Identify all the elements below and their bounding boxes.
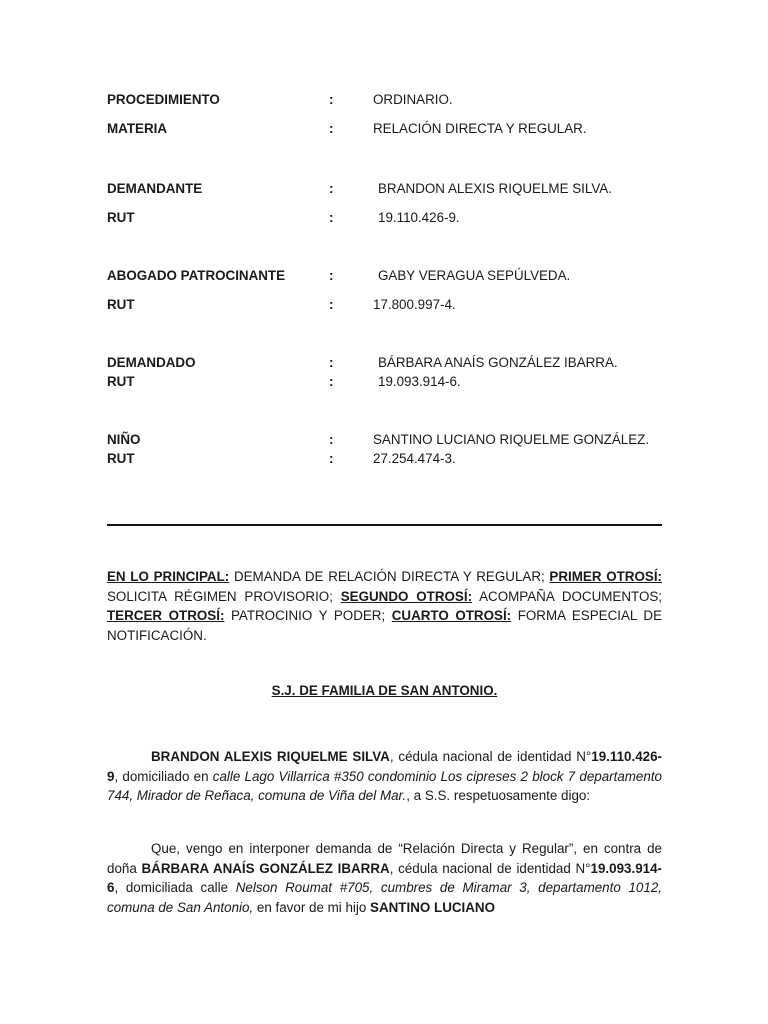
header-row-rut-demandado (107, 373, 667, 391)
header-label: DEMANDANTE (107, 181, 203, 196)
header-row-rut-demandante (107, 209, 667, 227)
header-label: DEMANDADO (107, 355, 196, 370)
para-text: en favor de mi hijo (253, 899, 371, 915)
summary-keyword: CUARTO OTROSÍ: (391, 608, 512, 623)
header-colon: : (329, 121, 334, 136)
defendant-name: BÁRBARA ANAÍS GONZÁLEZ IBARRA (141, 860, 390, 876)
header-label: PROCEDIMIENTO (107, 92, 220, 107)
header-colon: : (329, 355, 334, 370)
header-value: SANTINO LUCIANO RIQUELME GONZÁLEZ. (373, 432, 650, 447)
header-value: 17.800.997-4. (373, 297, 456, 312)
header-label: NIÑO (107, 432, 141, 447)
header-colon: : (329, 181, 334, 196)
summary-text: PATROCINIO Y PODER; (224, 608, 392, 623)
header-row-rut-nino (107, 450, 667, 468)
header-label: RUT (107, 297, 135, 312)
defendant-address: Nelson Roumat #705, cumbres de Miramar 3, departamento 1012, comuna de San Antonio, (107, 880, 662, 915)
body-paragraph-1 (107, 747, 662, 806)
child-name: SANTINO LUCIANO (370, 899, 496, 915)
header-value: ORDINARIO. (373, 92, 453, 107)
header-colon: : (329, 451, 334, 466)
section-divider (107, 524, 662, 526)
para-text: , cédula nacional de identidad N° (389, 749, 592, 764)
header-colon: : (329, 210, 334, 225)
header-colon: : (329, 374, 334, 389)
court-name: S.J. DE FAMILIA DE SAN ANTONIO. (271, 683, 498, 698)
header-label: RUT (107, 210, 135, 225)
header-row-demandado (107, 354, 667, 372)
header-value: GABY VERAGUA SEPÚLVEDA. (378, 268, 571, 283)
header-value: BRANDON ALEXIS RIQUELME SILVA. (378, 181, 612, 196)
header-row-abogado (107, 267, 667, 285)
header-value: BÁRBARA ANAÍS GONZÁLEZ IBARRA. (378, 355, 618, 370)
header-label: RUT (107, 374, 135, 389)
header-label: MATERIA (107, 121, 168, 136)
plaintiff-name: BRANDON ALEXIS RIQUELME SILVA (151, 749, 390, 764)
header-row-rut-abogado (107, 296, 667, 314)
header-colon: : (329, 268, 334, 283)
header-value: 19.110.426-9. (378, 210, 460, 225)
para-text: , domiciliado en (114, 768, 213, 784)
summary-keyword: EN LO PRINCIPAL: (107, 569, 230, 584)
header-row-nino (107, 431, 667, 449)
defendant-rut: 19.093.914-6 (107, 860, 663, 895)
summary-keyword: TERCER OTROSÍ: (107, 608, 225, 623)
para-text: , a S.S. respetuosamente digo: (406, 788, 591, 803)
summary-text: DEMANDA DE RELACIÓN DIRECTA Y REGULAR; (229, 569, 550, 584)
plaintiff-address: calle Lago Villarrica #350 condominio Los cipreses 2 block 7 departamento 744, Mirador de Reñaca, comuna de Viña del Mar. (107, 768, 662, 803)
summary-text: FORMA ESPECIAL DE NOTIFICACIÓN. (107, 608, 663, 643)
header-colon: : (329, 92, 334, 107)
summary-text: SOLICITA RÉGIMEN PROVISORIO; (107, 588, 341, 604)
plaintiff-rut: 19.110.426-9 (107, 749, 662, 784)
para-text: , cédula nacional de identidad N° (389, 860, 591, 876)
para-text: , domiciliada calle (114, 880, 236, 895)
header-row-procedimiento (107, 91, 667, 109)
header-value: 19.093.914-6. (378, 374, 461, 389)
header-label: RUT (107, 451, 135, 466)
petition-summary (107, 567, 662, 645)
summary-text: ACOMPAÑA DOCUMENTOS; (472, 588, 663, 604)
summary-keyword: PRIMER OTROSÍ: (549, 569, 662, 584)
body-paragraph-2 (107, 839, 662, 917)
header-colon: : (329, 297, 334, 312)
summary-keyword: SEGUNDO OTROSÍ: (340, 588, 473, 604)
para-text: Que, vengo en interponer demanda de “Relación Directa y Regular”, en contra de doña (107, 841, 662, 876)
header-label: ABOGADO PATROCINANTE (107, 268, 286, 283)
header-value: RELACIÓN DIRECTA Y REGULAR. (373, 121, 587, 136)
header-colon: : (329, 432, 334, 447)
header-value: 27.254.474-3. (373, 451, 456, 466)
header-row-materia (107, 120, 667, 138)
header-row-demandante (107, 180, 667, 198)
